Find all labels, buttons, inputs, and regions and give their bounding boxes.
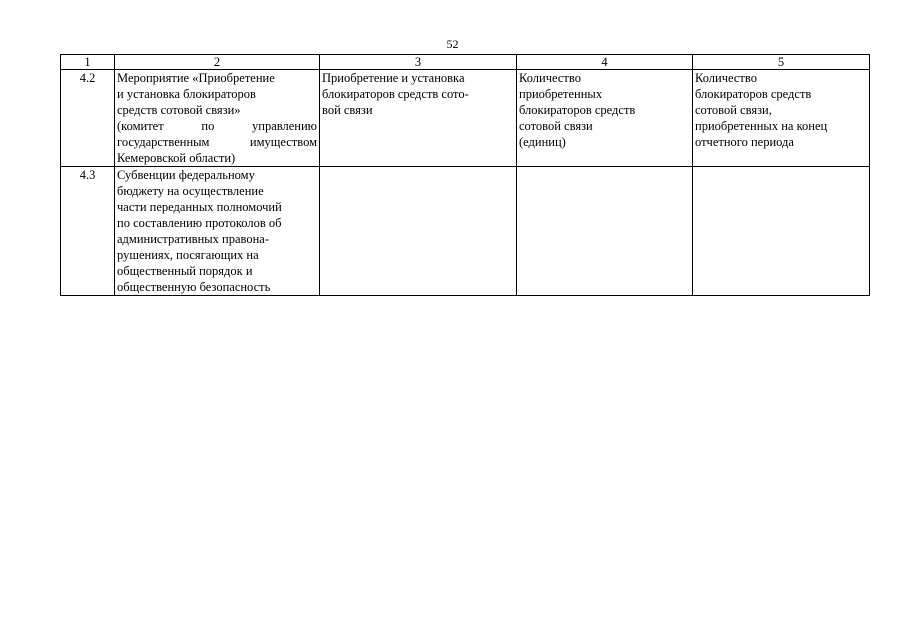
header-col-2: 2 (115, 55, 320, 70)
text-line: Количество (695, 71, 757, 85)
text-line: (комитет по управлению (117, 119, 317, 133)
text-line: Кемеровской области) (117, 151, 236, 165)
text-line: вой связи (322, 103, 373, 117)
header-col-4: 4 (517, 55, 693, 70)
text-line: (единиц) (519, 135, 566, 149)
header-col-5: 5 (693, 55, 870, 70)
text-line: общественный порядок и (117, 264, 253, 278)
text-line: отчетного периода (695, 135, 794, 149)
text-line: приобретенных (519, 87, 603, 101)
program-table (60, 54, 870, 296)
unit-cell (517, 70, 693, 167)
measure-name-cell (115, 70, 320, 167)
table-row-4-2 (61, 70, 870, 167)
row-number: 4.3 (61, 167, 115, 296)
text-line: и установка блокираторов (117, 87, 256, 101)
table-row-4-3 (61, 167, 870, 296)
text-line: рушениях, посягающих на (117, 248, 259, 262)
text-line: общественную безопасность (117, 280, 271, 294)
header-col-1: 1 (61, 55, 115, 70)
text-line: Количество (519, 71, 581, 85)
row-number: 4.2 (61, 70, 115, 167)
text-line: государственным имуществом (117, 135, 317, 149)
text-line: приобретенных на конец (695, 119, 828, 133)
text-line: сотовой связи (519, 119, 593, 133)
page-number: 52 (446, 37, 459, 51)
text-line: части переданных полномочий (117, 200, 282, 214)
text-line: блокираторов средств (519, 103, 636, 117)
text-line: по составлению протоколов об (117, 216, 282, 230)
method-cell (693, 70, 870, 167)
header-col-3: 3 (320, 55, 517, 70)
text-line: Мероприятие «Приобретение (117, 71, 275, 85)
method-cell (693, 167, 870, 296)
header-row (61, 55, 870, 70)
text-line: Субвенции федеральному (117, 168, 255, 182)
text-line: средств сотовой связи» (117, 103, 241, 117)
unit-cell (517, 167, 693, 296)
text-line: сотовой связи, (695, 103, 772, 117)
indicator-name-cell (320, 70, 517, 167)
text-line: бюджету на осуществление (117, 184, 264, 198)
text-line: блокираторов средств (695, 87, 812, 101)
text-line: Приобретение и установка (322, 71, 465, 85)
measure-name-cell (115, 167, 320, 296)
indicator-name-cell (320, 167, 517, 296)
text-line: административных правона- (117, 232, 269, 246)
text-line: блокираторов средств сото- (322, 87, 469, 101)
